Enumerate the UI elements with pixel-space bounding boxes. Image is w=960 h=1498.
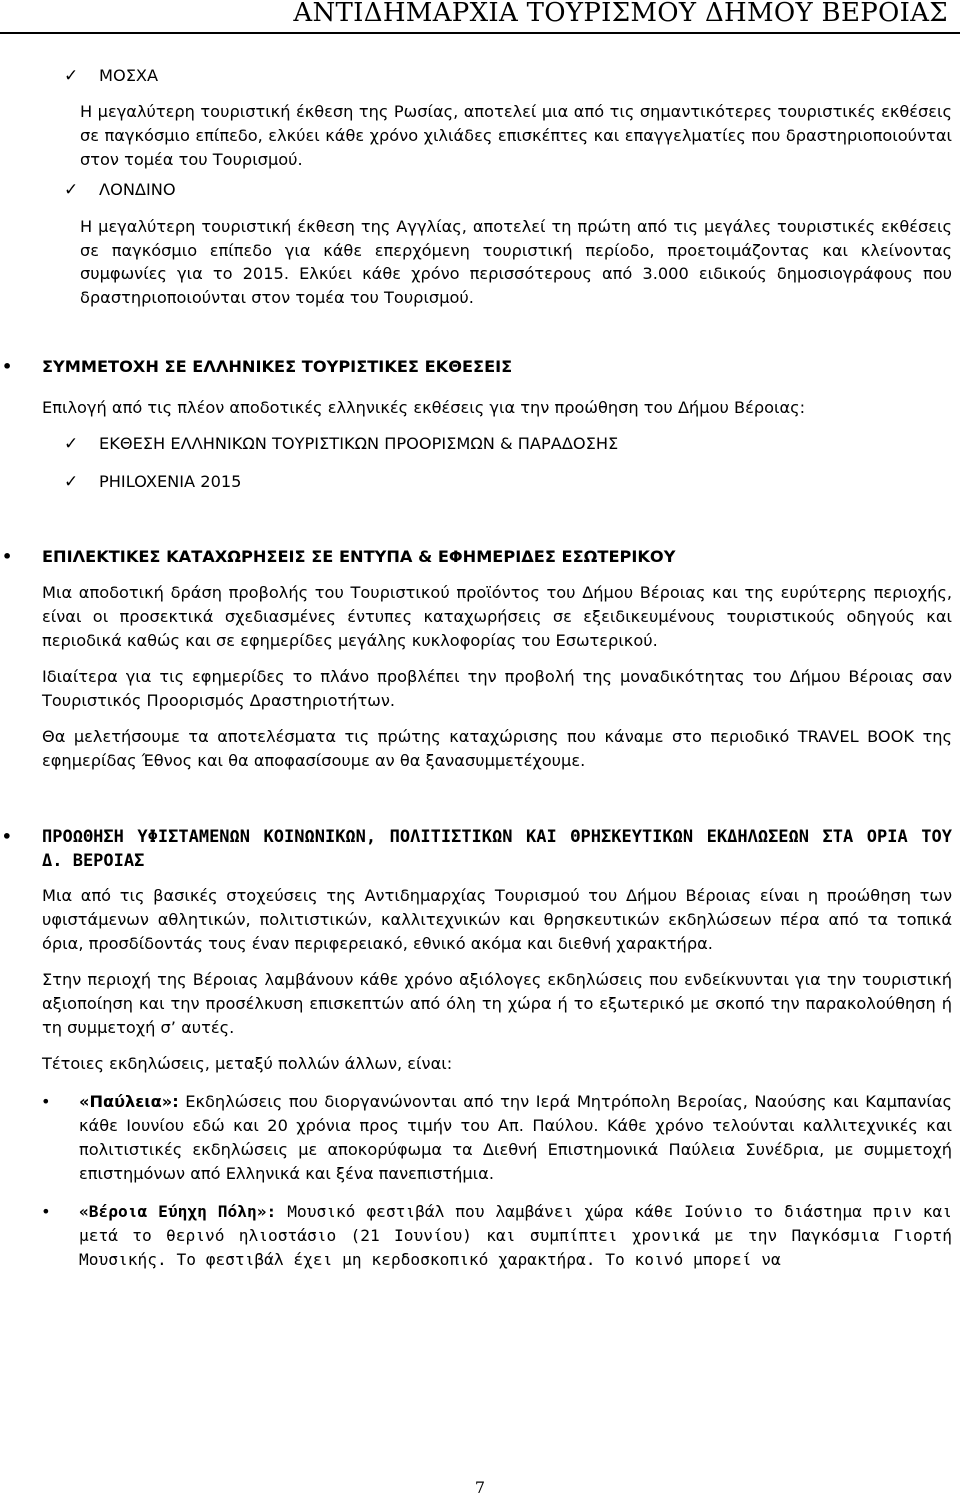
event-item-veria-euichi-poli bbox=[42, 1200, 952, 1272]
check-item-moscow bbox=[42, 64, 952, 88]
greek-exhibitions-intro: Επιλογή από τις πλέον αποδοτικές ελληνικές εκθέσεις για την προώθηση του Δήμου Βέροιας: bbox=[42, 398, 806, 417]
event-description: Εκδηλώσεις που διοργανώνονται από την Ιερά Μητρόπολη Βεροίας, Ναούσης και Καμπανίας κάθε Ιουνίου εδώ και 20 χρόνια προς τιμήν του Απ. Παύλου. Κάθε χρόνο τελούνται καλλιτεχνικές και πολιτιστικές εκδηλώσεις με αποκορύφωμα τα Διεθνή Επιστημονικά Παύλεια Συνέδρια, με συμμετοχή επιστημόνων από Ελληνικά και ξένα πανεπιστήμια. bbox=[79, 1092, 952, 1183]
events-paragraph-2: Στην περιοχή της Βέροιας λαμβάνουν κάθε χρόνο αξιόλογες εκδηλώσεις που ενδείκνυνται για την τουριστική αξιοποίηση και την προσέλκυση επισκεπτών από όλη τη χώρα ή το εξωτερικό με σκοπό την παρακολούθηση ή τη συμμετοχή σ’ αυτές. bbox=[42, 970, 952, 1037]
check-label: ΛΟΝΔΙΝΟ bbox=[99, 180, 176, 199]
event-description: Μουσικό φεστιβάλ που λαμβάνει χώρα κάθε Ιούνιο το διάστημα πριν και μετά το θερινό ηλιοστάσιο (21 Ιουνίου) και συμπίπτει χρονικά με την Παγκόσμια Γιορτή Μουσικής. Το φεστιβάλ έχει μη κερδοσκοπικό χαρακτήρα. Το κοινό μπορεί να bbox=[79, 1202, 952, 1269]
section-heading-print-ads: • ΕΠΙΛΕΚΤΙΚΕΣ ΚΑΤΑΧΩΡΗΣΕΙΣ ΣΕ ΕΝΤΥΠΑ & ΕΦΗΜΕΡΙΔΕΣ ΕΣΩΤΕΡΙΚΟΥ bbox=[42, 545, 952, 569]
check-label: PHILOXENIA 2015 bbox=[99, 472, 242, 491]
check-item-exhibition-1 bbox=[42, 432, 952, 456]
page-body bbox=[42, 56, 952, 1272]
moscow-text: Η μεγαλύτερη τουριστική έκθεση της Ρωσίας, αποτελεί μια από τις σημαντικότερες τουριστικές εκθέσεις σε παγκόσμιο επίπεδο, ελκύει κάθε χρόνο χιλιάδες επισκέπτες και επαγγελματίες που δραστηριοποιούνται στον τομέα του Τουρισμού. bbox=[80, 102, 952, 169]
header-title: ΑΝΤΙΔΗΜΑΡΧΙΑ ΤΟΥΡΙΣΜΟΥ ΔΗΜΟΥ ΒΕΡΟΙΑΣ bbox=[293, 0, 948, 28]
check-label: ΜΟΣΧΑ bbox=[99, 66, 159, 85]
section-heading-greek-exhibitions: • ΣΥΜΜΕΤΟΧΗ ΣΕ ΕΛΛΗΝΙΚΕΣ ΤΟΥΡΙΣΤΙΚΕΣ ΕΚΘΕΣΕΙΣ bbox=[42, 355, 952, 379]
running-header bbox=[0, 0, 960, 34]
events-paragraph-1: Μια από τις βασικές στοχεύσεις της Αντιδημαρχίας Τουρισμού του Δήμου Βέροιας είναι η προώθηση των υφιστάμενων αθλητικών, πολιτιστικών, καλλιτεχνικών και θρησκευτικών εκδηλώσεων πέρα από τα τοπικά όρια, προσδίδοντάς τους έναν περιφερειακό, εθνικό ακόμα και διεθνή χαρακτήρα. bbox=[42, 886, 952, 953]
check-item-exhibition-2 bbox=[42, 470, 952, 494]
event-name: «Παύλεια»: bbox=[79, 1092, 179, 1111]
event-name: «Βέροια Εύηχη Πόλη»: bbox=[79, 1202, 277, 1221]
check-label: ΕΚΘΕΣΗ ΕΛΛΗΝΙΚΩΝ ΤΟΥΡΙΣΤΙΚΩΝ ΠΡΟΟΡΙΣΜΩΝ & ΠΑΡΑΔΟΣΗΣ bbox=[99, 434, 619, 453]
check-item-london bbox=[42, 178, 952, 202]
london-text: Η μεγαλύτερη τουριστική έκθεση της Αγγλίας, αποτελεί τη πρώτη από τις μεγάλες τουριστικές εκθέσεις σε παγκόσμιο επίπεδο για κάθε επερχόμενη τουριστική περίοδο, προετοιμάζοντας και κλείνοντας συμφωνίες για το 2015. Ελκύει κάθε χρόνο περισσότερους από 3.000 ειδικούς δημοσιογράφους που δραστηριοποιούνται στον τομέα του Τουρισμού. bbox=[80, 217, 952, 307]
section-heading-events: • ΠΡΟΩΘΗΣΗ ΥΦΙΣΤΑΜΕΝΩΝ ΚΟΙΝΩΝΙΚΩΝ, ΠΟΛΙΤΙΣΤΙΚΩΝ ΚΑΙ ΘΡΗΣΚΕΥΤΙΚΩΝ ΕΚΔΗΛΩΣΕΩΝ ΣΤΑ ΟΡΙΑ ΤΟΥ Δ. ΒΕΡΟΙΑΣ bbox=[42, 825, 952, 873]
print-ads-paragraph-2: Ιδιαίτερα για τις εφημερίδες το πλάνο προβλέπει την προβολή της μοναδικότητας του Δήμου Βέροιας σαν Τουριστικός Προορισμός Δραστηριοτήτων. bbox=[42, 667, 952, 710]
events-paragraph-3: Τέτοιες εκδηλώσεις, μεταξύ πολλών άλλων, είναι: bbox=[42, 1054, 453, 1073]
page-number: 7 bbox=[474, 1478, 486, 1497]
print-ads-paragraph-3: Θα μελετήσουμε τα αποτελέσματα τις πρώτης καταχώρισης που κάναμε στο περιοδικό TRAVEL BOOK της εφημερίδας Έθνος και θα αποφασίσουμε αν θα ξανασυμμετέχουμε. bbox=[42, 727, 952, 770]
print-ads-paragraph-1: Μια αποδοτική δράση προβολής του Τουριστικού προϊόντος του Δήμου Βέροιας και της ευρύτερης περιοχής, είναι οι προσεκτικά σχεδιασμένες έντυπες καταχωρήσεις σε εξειδικευμένους τουριστικούς οδηγούς και περιοδικά καθώς και σε εφημερίδες μεγάλης κυκλοφορίας του Εσωτερικού. bbox=[42, 583, 952, 650]
event-item-pavleia bbox=[42, 1090, 952, 1186]
